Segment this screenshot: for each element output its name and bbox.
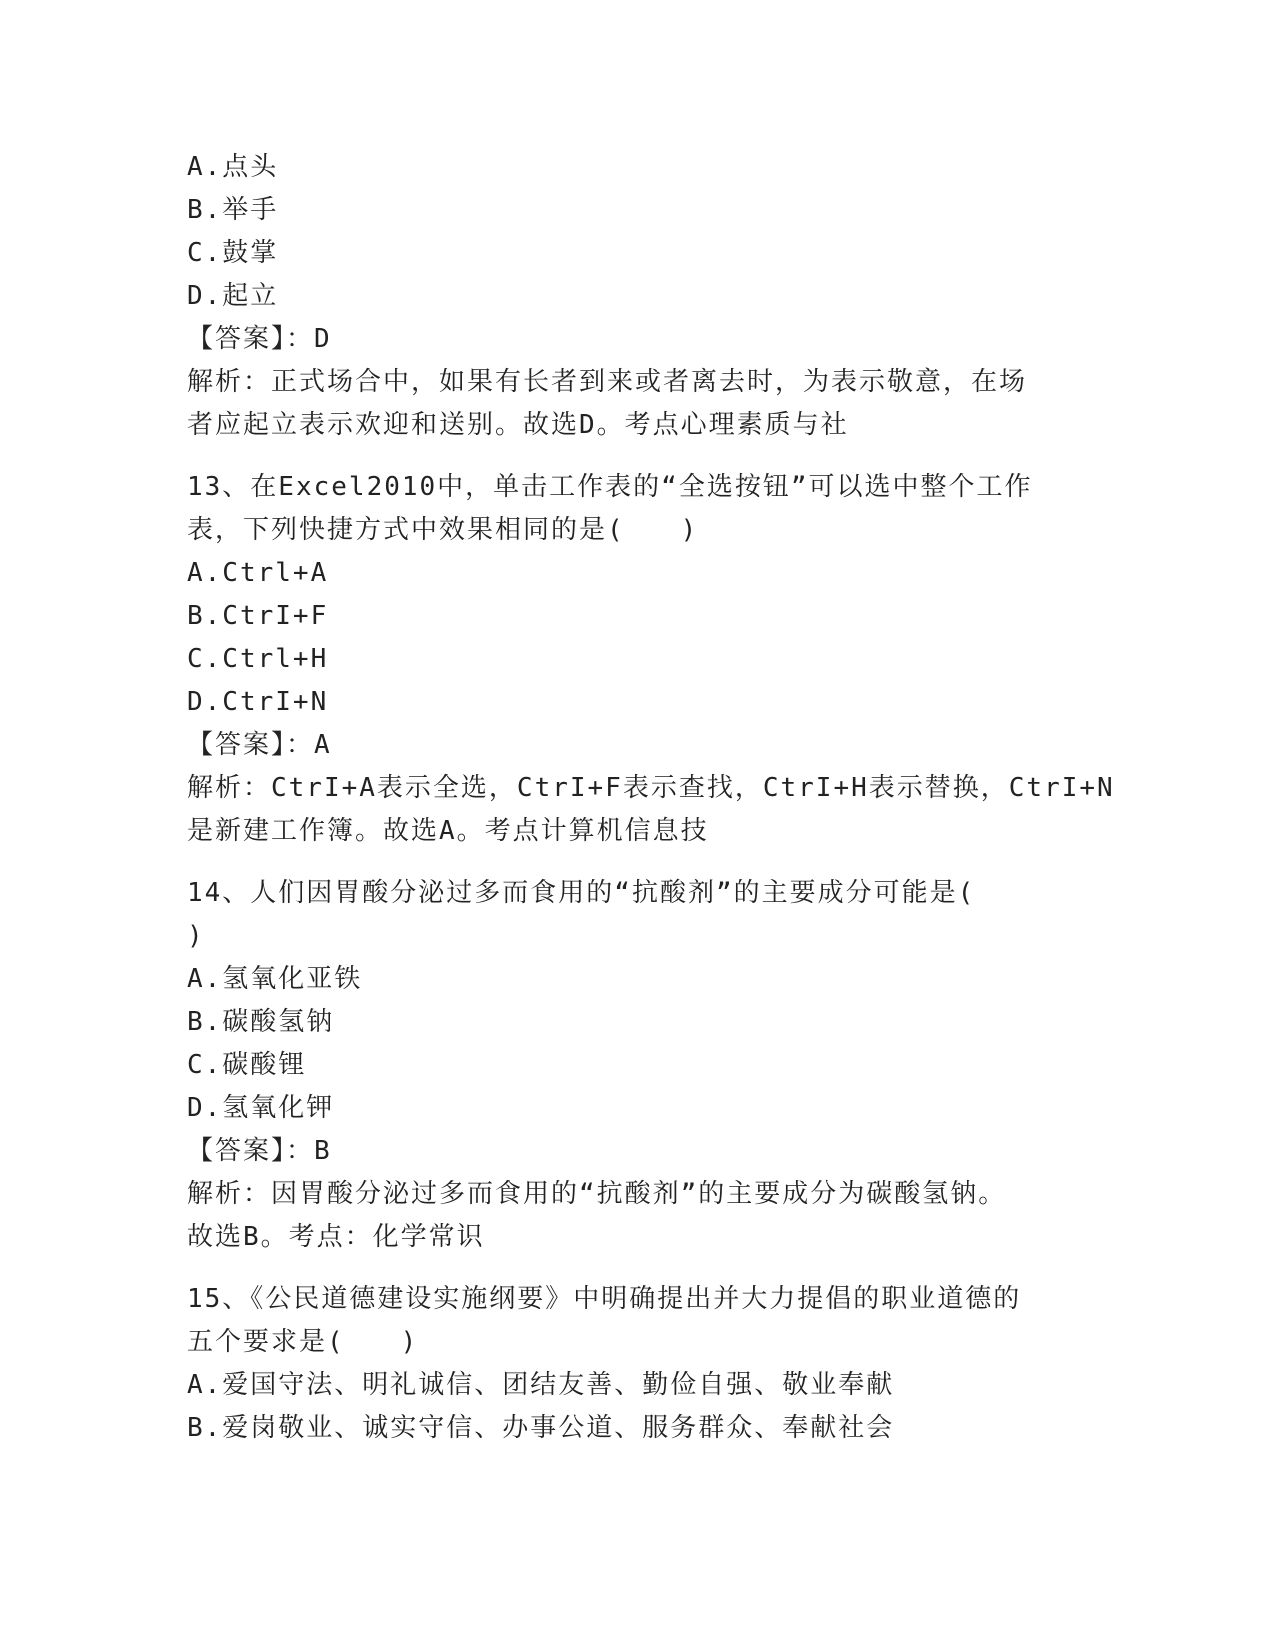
analysis-line: 解析：因胃酸分泌过多而食用的“抗酸剂”的主要成分为碳酸氢钠。 — [187, 1179, 1007, 1209]
option-a: A.爱国守法、明礼诚信、团结友善、勤俭自强、敬业奉献 — [187, 1370, 895, 1400]
question-13-block — [187, 466, 1115, 853]
answer: 【答案】：A — [187, 730, 332, 760]
analysis-line: 解析：正式场合中，如果有长者到来或者离去时，为表示敬意，在场 — [187, 367, 1028, 397]
option-c: C.Ctrl+H — [187, 644, 329, 674]
question-stem: 五个要求是( ) — [187, 1327, 419, 1357]
analysis-line: 者应起立表示欢迎和送别。故选D。考点心理素质与社 — [187, 410, 849, 440]
analysis-line: 是新建工作簿。故选A。考点计算机信息技 — [187, 816, 709, 846]
option-b: B.CtrI+F — [187, 601, 329, 631]
option-b: B.爱岗敬业、诚实守信、办事公道、服务群众、奉献社会 — [187, 1413, 895, 1443]
option-a: A.Ctrl+A — [187, 558, 329, 588]
answer: 【答案】：D — [187, 324, 332, 354]
question-stem: ) — [187, 921, 205, 951]
analysis-line: 故选B。考点：化学常识 — [187, 1222, 485, 1252]
option-b: B.举手 — [187, 195, 279, 225]
question-12-block — [187, 146, 1087, 447]
question-stem: 15、《公民道德建设实施纲要》中明确提出并大力提倡的职业道德的 — [187, 1284, 1022, 1314]
answer: 【答案】：B — [187, 1136, 332, 1166]
question-stem: 表，下列快捷方式中效果相同的是( ) — [187, 515, 699, 545]
question-14-block — [187, 872, 1087, 1259]
option-a: A.点头 — [187, 152, 279, 182]
document-page — [187, 146, 1115, 1450]
question-stem: 13、在Excel2010中，单击工作表的“全选按钮”可以选中整个工作 — [187, 472, 1033, 502]
question-stem: 14、人们因胃酸分泌过多而食用的“抗酸剂”的主要成分可能是( — [187, 878, 976, 908]
option-a: A.氢氧化亚铁 — [187, 964, 363, 994]
option-d: D.氢氧化钾 — [187, 1093, 335, 1123]
option-b: B.碳酸氢钠 — [187, 1007, 335, 1037]
option-d: D.CtrI+N — [187, 687, 329, 717]
option-c: C.鼓掌 — [187, 238, 279, 268]
question-15-block — [187, 1278, 1087, 1450]
option-d: D.起立 — [187, 281, 279, 311]
analysis-line: 解析：CtrI+A表示全选，CtrI+F表示查找，CtrI+H表示替换，CtrI+N — [187, 773, 1115, 803]
option-c: C.碳酸锂 — [187, 1050, 307, 1080]
